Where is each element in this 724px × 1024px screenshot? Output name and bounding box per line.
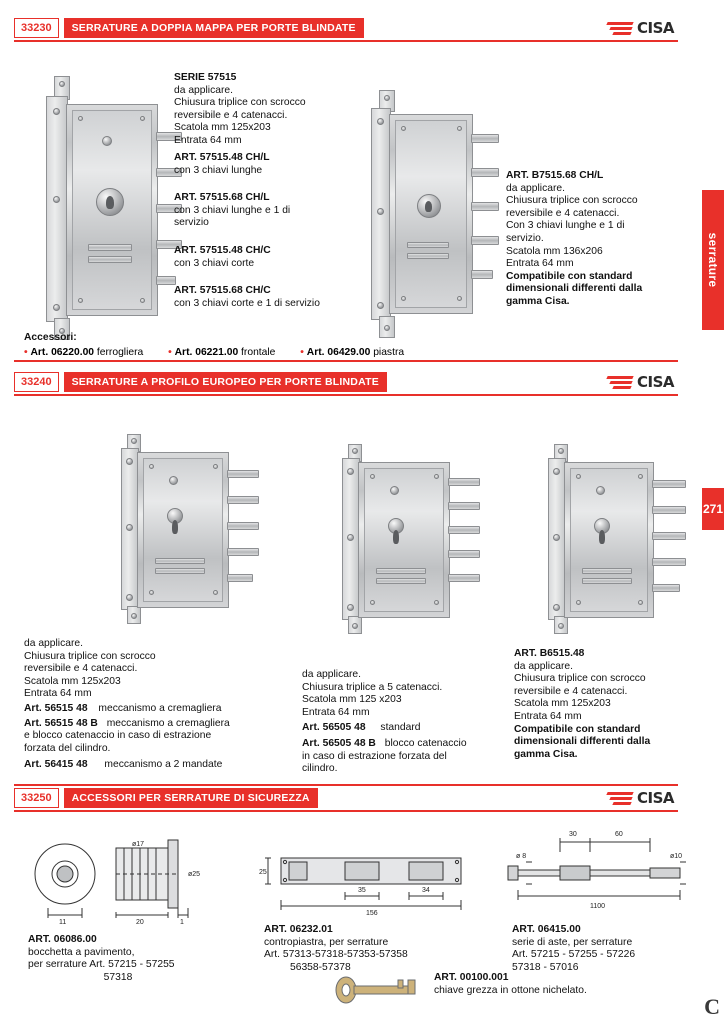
accessori-label: Accessori: — [24, 332, 77, 343]
section-bottom-rule — [14, 784, 678, 786]
col3-bold-2: gamma Cisa. — [514, 748, 578, 760]
svg-text:156: 156 — [366, 910, 378, 916]
article-code: ART. B7515.68 CH/L — [506, 170, 604, 181]
right-line-2: reversibile e 4 catenacci. — [506, 207, 620, 219]
article-desc: con 3 chiavi lunghe e 1 di — [174, 204, 291, 216]
lock-figure-56505 — [330, 444, 485, 634]
accessori-art-0: Art. 06220.00 — [30, 347, 95, 358]
article-desc: con 3 chiavi lunghe — [174, 164, 263, 176]
cisa-stripes-icon — [607, 792, 633, 805]
section-body — [14, 812, 683, 1022]
right-line-4: servizio. — [506, 232, 544, 244]
svg-text:1: 1 — [180, 919, 184, 924]
right-bold-0: Compatibile con standard — [506, 270, 633, 282]
item-06232-text — [264, 924, 499, 974]
article-desc: standard — [380, 722, 421, 734]
section-code: 33250 — [14, 788, 59, 808]
col2-line-2: Scatola mm 125 x203 — [302, 694, 402, 706]
brand-name: CISA — [636, 789, 674, 807]
col1-line-0: da applicare. — [24, 638, 83, 649]
col3-bold-1: dimensionali differenti dalla — [514, 736, 651, 748]
right-bold-1: dimensionali differenti dalla — [506, 283, 643, 295]
col1-item1-line3: forzata del cilindro. — [24, 742, 111, 754]
article-desc-2: 56358-57378 — [290, 961, 351, 973]
drawing-chiave — [334, 970, 434, 1010]
svg-text:30: 30 — [569, 831, 577, 838]
article-desc-0: bocchetta a pavimento, — [28, 946, 135, 958]
svg-text:ø17: ø17 — [132, 841, 145, 848]
section-body — [14, 396, 678, 788]
col1-line-2: reversibile e 4 catenacci. — [24, 663, 138, 675]
article-code: Art. 56515 48 B — [24, 717, 98, 729]
lock-figure-57515 — [32, 76, 182, 336]
lock-figure-b6515 — [534, 444, 694, 634]
edge-tab-serrature — [702, 190, 724, 330]
right-bold-2: gamma Cisa. — [506, 295, 570, 307]
left-line-0: da applicare. — [174, 84, 233, 96]
edge-tab-label: serrature — [706, 232, 720, 288]
section-header — [14, 372, 678, 392]
section-header — [14, 18, 678, 38]
accessori-desc-2: piastra — [373, 347, 405, 358]
section-title: ACCESSORI PER SERRATURE DI SICUREZZA — [64, 788, 318, 808]
col2-item1-line3: cilindro. — [302, 763, 338, 775]
article-code: Art. 56515 48 — [24, 702, 88, 714]
svg-text:ø 8: ø 8 — [516, 853, 527, 860]
article-desc: con 3 chiavi corte e 1 di servizio — [174, 297, 320, 309]
left-item-2 — [174, 245, 334, 270]
article-desc-0: contropiastra, per serrature — [264, 936, 389, 948]
col1-line-4: Entrata 64 mm — [24, 688, 92, 700]
cisa-stripes-icon — [607, 22, 633, 35]
left-item-0 — [174, 152, 334, 177]
accessori-art-1: Art. 06221.00 — [174, 347, 239, 358]
right-block-text — [506, 170, 686, 309]
section-code: 33230 — [14, 18, 59, 38]
accessori-desc-1: frontale — [241, 347, 276, 358]
brand-logo — [607, 788, 678, 808]
col3-bold-0: Compatibile con standard — [514, 723, 641, 735]
svg-text:35: 35 — [358, 887, 366, 894]
left-item-1 — [174, 192, 334, 230]
article-desc-0: chiave grezza in ottone nichelato. — [434, 984, 587, 996]
article-code: ART. 57515.68 CH/C — [174, 285, 271, 296]
col1-text — [24, 638, 299, 772]
left-line-2: reversibile e 4 catenacci. — [174, 109, 288, 121]
svg-text:11: 11 — [59, 919, 67, 924]
accessori-art-2: Art. 06429.00 — [306, 347, 371, 358]
article-desc: meccanismo a 2 mandate — [104, 759, 223, 771]
drawing-bocchetta — [28, 834, 228, 924]
right-line-3: Con 3 chiavi lunghe e 1 di — [506, 220, 625, 232]
svg-text:60: 60 — [615, 831, 623, 838]
left-item-3 — [174, 285, 344, 310]
article-desc: con 3 chiavi corte — [174, 257, 255, 269]
col1-line-1: Chiusura triplice con scrocco — [24, 650, 156, 662]
article-desc-2: 57318 - 57016 — [512, 961, 579, 973]
col3-line-0: da applicare. — [514, 660, 573, 672]
section-title: SERRATURE A PROFILO EUROPEO PER PORTE BLINDATE — [64, 372, 387, 392]
col3-text — [514, 648, 694, 761]
right-line-0: da applicare. — [506, 182, 565, 194]
item-00100-text — [434, 972, 684, 997]
item-06415-text — [512, 924, 697, 974]
article-desc-1: per serrature Art. 57215 - 57255 — [28, 959, 175, 971]
col1-item1-line2: e blocco catenaccio in caso di estrazione — [24, 730, 212, 742]
col2-line-0: da applicare. — [302, 669, 361, 680]
left-line-4: Entrata 64 mm — [174, 134, 242, 146]
corner-logo: C — [704, 994, 720, 1019]
section-body — [14, 42, 678, 360]
article-code: Art. 56505 48 — [302, 722, 366, 734]
accessori-items: • Art. 06220.00 ferrogliera • Art. 06221.00 frontale • Art. 06429.00 piastra — [24, 347, 405, 358]
section-code: 33240 — [14, 372, 59, 392]
accessori-desc-0: ferrogliera — [96, 347, 144, 358]
series-label: SERIE 57515 — [174, 72, 237, 83]
article-desc-0: serie di aste, per serrature — [512, 936, 633, 948]
col3-line-4: Entrata 64 mm — [514, 710, 582, 722]
svg-text:ø25: ø25 — [188, 871, 201, 878]
brand-logo — [607, 18, 678, 38]
svg-text:25: 25 — [259, 869, 267, 876]
article-desc-2: 57318 — [103, 971, 133, 983]
cisa-stripes-icon — [607, 376, 633, 389]
article-desc: meccanismo a cremagliera — [106, 717, 230, 729]
drawing-contropiastra — [259, 836, 474, 916]
col3-line-2: reversibile e 4 catenacci. — [514, 685, 628, 697]
svg-text:20: 20 — [136, 919, 144, 924]
section-33250 — [14, 788, 683, 1022]
right-line-5: Scatola mm 136x206 — [506, 245, 603, 257]
brand-name: CISA — [636, 373, 674, 391]
article-desc-1: Art. 57215 - 57255 - 57226 — [512, 949, 636, 961]
article-code: ART. 06232.01 — [264, 924, 333, 935]
section-bottom-rule — [14, 360, 678, 362]
section-title: SERRATURE A DOPPIA MAPPA PER PORTE BLINDATE — [64, 18, 364, 38]
col2-item1-line2: in caso di estrazione forzata del — [302, 750, 447, 762]
item-06086-text — [28, 934, 243, 984]
article-code: ART. 00100.001 — [434, 972, 509, 983]
right-line-1: Chiusura triplice con scrocco — [506, 195, 638, 207]
svg-text:34: 34 — [422, 887, 430, 894]
article-code: ART. 57515.68 CH/L — [174, 192, 270, 203]
article-code: ART. 06415.00 — [512, 924, 581, 935]
right-line-6: Entrata 64 mm — [506, 258, 574, 270]
article-code: ART. B6515.48 — [514, 648, 585, 659]
drawing-aste — [502, 828, 687, 920]
lock-figure-b7515 — [339, 90, 499, 338]
col3-line-1: Chiusura triplice con scrocco — [514, 673, 646, 685]
section-33230 — [14, 18, 678, 360]
article-desc: blocco catenaccio — [384, 737, 467, 749]
col2-line-1: Chiusura triplice a 5 catenacci. — [302, 681, 443, 693]
left-block-text — [174, 72, 324, 148]
article-code: ART. 57515.48 CH/C — [174, 245, 271, 256]
svg-text:1100: 1100 — [590, 903, 606, 910]
lock-figure-56515 — [109, 434, 264, 624]
article-desc: meccanismo a cremagliera — [98, 702, 222, 714]
section-33240 — [14, 372, 678, 788]
article-code: Art. 56415 48 — [24, 759, 88, 771]
article-desc-2: servizio — [174, 217, 209, 229]
brand-name: CISA — [636, 19, 674, 37]
article-desc-1: Art. 57313-57318-57353-57358 — [264, 949, 408, 961]
article-code: Art. 56505 48 B — [302, 737, 376, 749]
left-line-1: Chiusura triplice con scrocco — [174, 97, 306, 109]
col1-line-3: Scatola mm 125x203 — [24, 675, 121, 687]
col3-line-3: Scatola mm 125x203 — [514, 698, 611, 710]
brand-logo — [607, 372, 678, 392]
col2-text — [302, 669, 517, 776]
left-line-3: Scatola mm 125x203 — [174, 122, 271, 134]
article-code: ART. 57515.48 CH/L — [174, 152, 270, 163]
article-code: ART. 06086.00 — [28, 934, 97, 945]
section-header — [14, 788, 678, 808]
col2-line-3: Entrata 64 mm — [302, 706, 370, 718]
svg-text:ø10: ø10 — [670, 853, 683, 860]
page-number: 271 — [702, 488, 724, 530]
